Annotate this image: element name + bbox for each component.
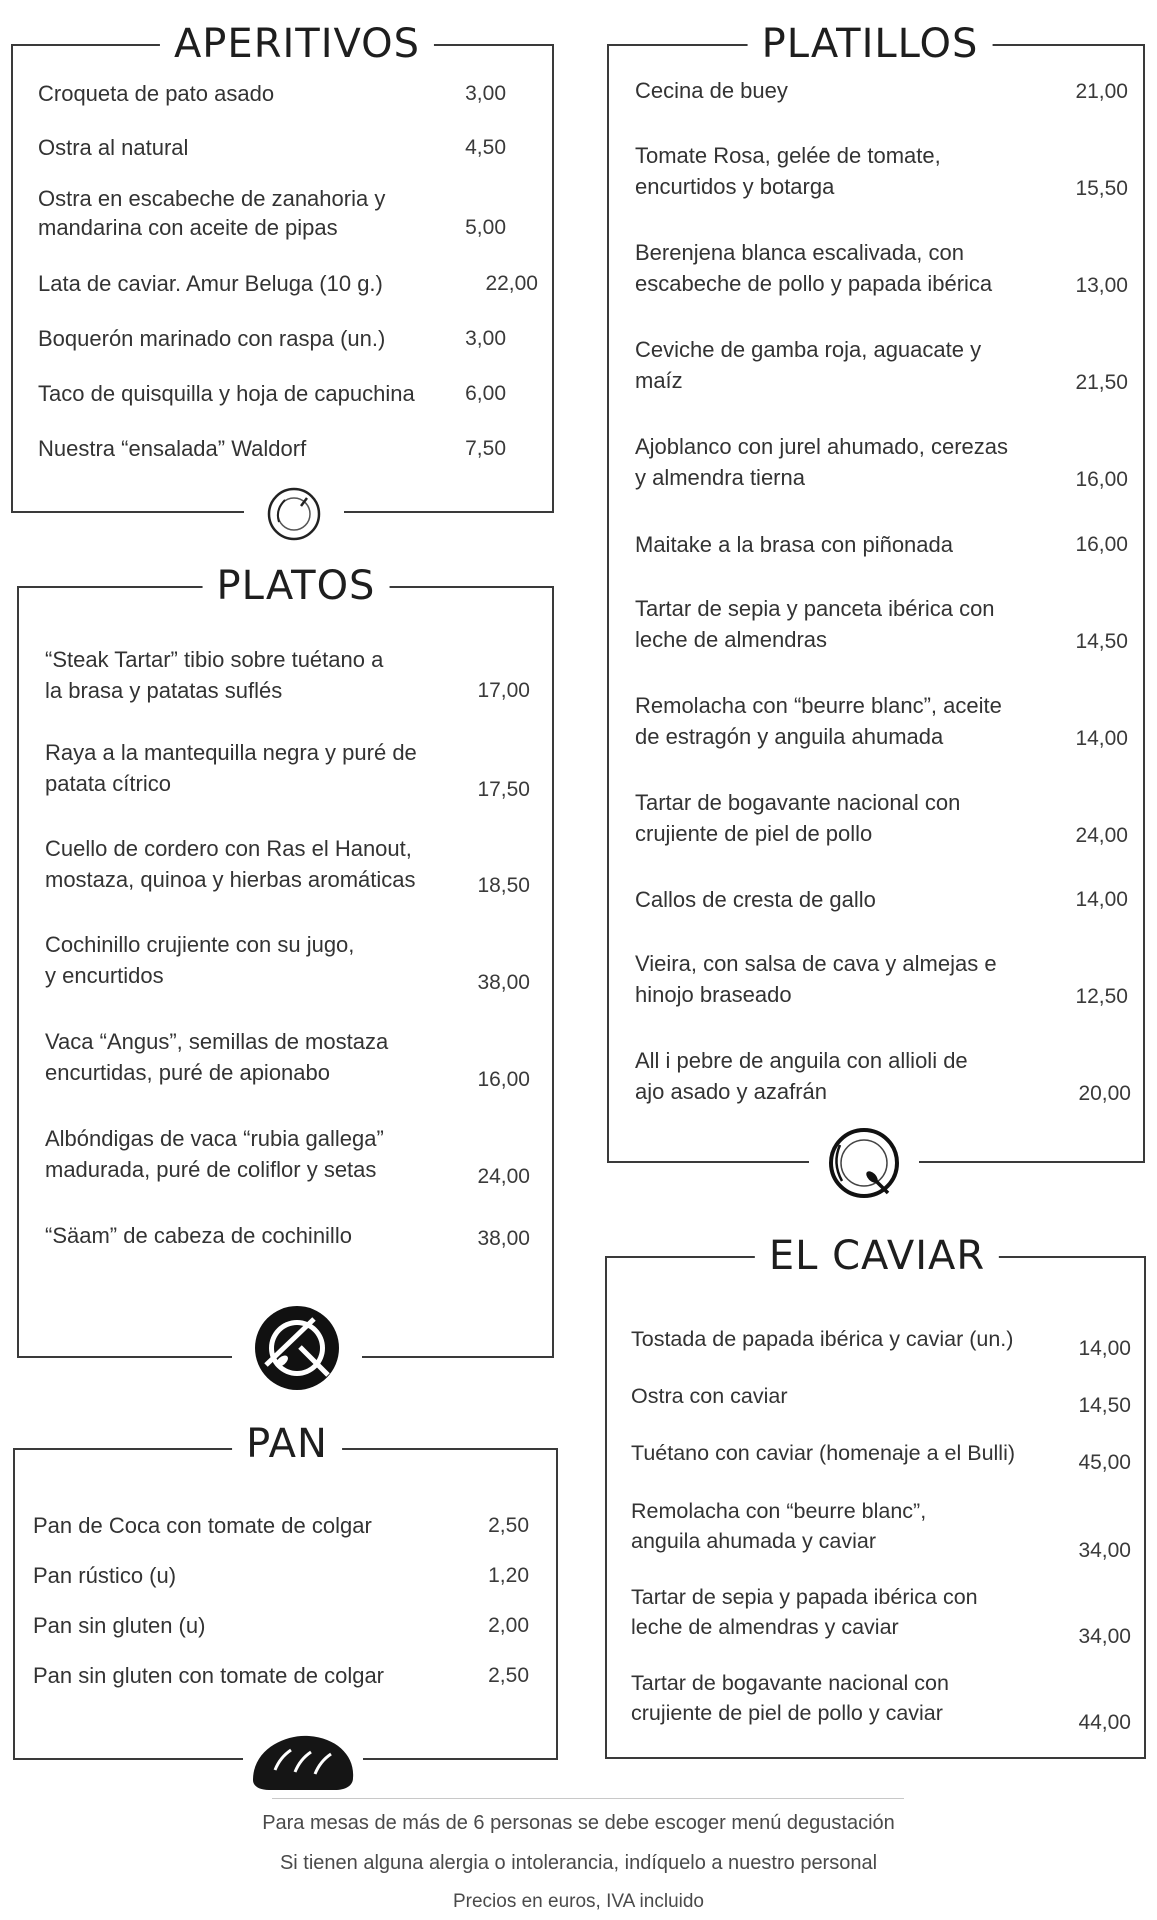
menu-item	[631, 1582, 1131, 1652]
item-price: 38,00	[477, 1227, 530, 1250]
item-name: Nuestra “ensalada” Waldorf	[38, 436, 307, 461]
item-price: 16,00	[1075, 468, 1128, 491]
item-price: 18,50	[477, 874, 530, 897]
section-platillos	[607, 21, 1145, 1163]
item-name: Ajoblanco con jurel ahumado, cerezas y almendra tierna	[635, 434, 1009, 490]
item-name: Raya a la mantequilla negra y puré de patata cítrico	[45, 740, 417, 796]
menu-item	[635, 75, 1128, 107]
section-title: PLATOS	[203, 560, 390, 612]
section-title: EL CAVIAR	[755, 1230, 999, 1282]
menu-item	[38, 78, 538, 110]
menu-item	[45, 1026, 530, 1090]
menu-item	[635, 1045, 1131, 1109]
footer-divider	[272, 1798, 904, 1799]
item-name: Ostra al natural	[38, 135, 189, 160]
item-name: Cuello de cordero con Ras el Hanout, mostaza, quinoa y hierbas aromáticas	[45, 836, 416, 892]
menu-item	[45, 833, 530, 897]
item-name: Cecina de buey	[635, 78, 788, 103]
menu-item	[38, 323, 538, 355]
item-name: Ostra en escabeche de zanahoria y mandarina con aceite de pipas	[38, 186, 386, 240]
item-name: Tostada de papada ibérica y caviar (un.)	[631, 1327, 1014, 1351]
item-name: Tuétano con caviar (homenaje a el Bulli)	[631, 1441, 1016, 1465]
item-price: 17,50	[477, 778, 530, 801]
menu-item	[635, 787, 1128, 851]
menu-item	[45, 644, 530, 708]
plate-icon	[244, 485, 344, 543]
footer-note-prices: Precios en euros, IVA incluido	[452, 1891, 704, 1912]
item-name: Vaca “Angus”, semillas de mostaza encurtidas, puré de apionabo	[45, 1029, 389, 1085]
item-price: 1,20	[488, 1564, 529, 1587]
item-price: 7,50	[465, 437, 506, 460]
item-price: 3,00	[465, 82, 506, 105]
item-price: 21,00	[1075, 80, 1128, 103]
menu-item	[631, 1381, 1131, 1421]
item-name: Remolacha con “beurre blanc”, anguila ahumada y caviar	[631, 1499, 927, 1553]
item-name: Tomate Rosa, gelée de tomate, encurtidos y botarga	[635, 143, 941, 199]
section-aperitivos	[11, 21, 554, 513]
menu-item	[33, 1560, 529, 1592]
item-name: Albóndigas de vaca “rubia gallega” madurada, puré de coliflor y setas	[45, 1126, 384, 1182]
section-pan	[13, 1421, 558, 1760]
item-name: Pan sin gluten (u)	[33, 1613, 206, 1638]
menu-item	[635, 431, 1128, 495]
menu-item	[631, 1668, 1131, 1738]
item-name: Berenjena blanca escalivada, con escabeche de pollo y papada ibérica	[635, 240, 993, 296]
item-name: Tartar de sepia y papada ibérica con leche de almendras y caviar	[631, 1585, 978, 1639]
menu-item	[631, 1324, 1131, 1364]
item-name: Tartar de bogavante nacional con crujiente de piel de pollo y caviar	[631, 1671, 949, 1725]
menu-item	[635, 690, 1128, 754]
item-price: 12,50	[1075, 985, 1128, 1008]
plate-cutlery-icon	[232, 1302, 362, 1394]
item-price: 2,50	[488, 1664, 529, 1687]
menu-item	[635, 140, 1128, 204]
item-name: Tartar de bogavante nacional con crujiente de piel de pollo	[635, 790, 961, 846]
item-price: 17,00	[477, 679, 530, 702]
item-price: 6,00	[465, 382, 506, 405]
item-price: 14,50	[1075, 630, 1128, 653]
item-name: Tartar de sepia y panceta ibérica con leche de almendras	[635, 596, 995, 652]
menu-item	[45, 1123, 530, 1187]
item-name: Cochinillo crujiente con su jugo, y encurtidos	[45, 932, 355, 988]
plate-spoon-icon	[809, 1125, 919, 1201]
item-name: Pan de Coca con tomate de colgar	[33, 1513, 372, 1538]
item-price: 14,00	[1075, 888, 1128, 911]
item-price: 38,00	[477, 971, 530, 994]
item-price: 24,00	[477, 1165, 530, 1188]
item-price: 21,50	[1075, 371, 1128, 394]
item-name: “Säam” de cabeza de cochinillo	[45, 1223, 352, 1248]
item-price: 2,50	[488, 1514, 529, 1537]
menu-item	[635, 529, 1128, 561]
item-name: Croqueta de pato asado	[38, 81, 275, 106]
item-price: 14,00	[1078, 1337, 1131, 1360]
menu-item	[33, 1610, 529, 1642]
item-name: Boquerón marinado con raspa (un.)	[38, 326, 386, 351]
item-price: 5,00	[465, 216, 506, 239]
item-price: 14,00	[1075, 727, 1128, 750]
item-price: 3,00	[465, 327, 506, 350]
menu-item	[33, 1660, 529, 1692]
item-price: 2,00	[488, 1614, 529, 1637]
menu-item	[38, 268, 538, 300]
bread-icon	[243, 1712, 363, 1812]
menu-item	[38, 378, 538, 410]
menu-item	[635, 593, 1128, 657]
item-price: 16,00	[477, 1068, 530, 1091]
menu-item	[635, 948, 1128, 1012]
item-name: Callos de cresta de gallo	[635, 887, 876, 912]
menu-item	[45, 737, 530, 801]
section-title: APERITIVOS	[160, 18, 434, 70]
footer-note-group-size: Para mesas de más de 6 personas se debe escoger menú degustación	[262, 1812, 895, 1834]
menu-item	[38, 132, 538, 164]
section-caviar	[605, 1233, 1146, 1759]
menu-item	[631, 1496, 1131, 1566]
item-name: All i pebre de anguila con allioli de ajo asado y azafrán	[635, 1048, 968, 1104]
menu-item	[635, 237, 1128, 301]
item-price: 22,00	[485, 272, 538, 295]
footer-note-allergy: Si tienen alguna alergia o intolerancia, indíquelo a nuestro personal	[279, 1852, 878, 1874]
menu-item	[635, 334, 1128, 398]
item-name: Pan rústico (u)	[33, 1563, 177, 1588]
item-price: 34,00	[1078, 1625, 1131, 1648]
menu-item	[38, 184, 538, 246]
menu-item	[45, 929, 530, 993]
menu-item	[33, 1510, 529, 1542]
item-price: 16,00	[1075, 533, 1128, 556]
item-name: “Steak Tartar” tibio sobre tuétano a la brasa y patatas suflés	[45, 647, 384, 703]
section-platos	[17, 563, 554, 1358]
item-price: 13,00	[1075, 274, 1128, 297]
item-name: Ostra con caviar	[631, 1384, 788, 1408]
item-name: Remolacha con “beurre blanc”, aceite de estragón y anguila ahumada	[635, 693, 1002, 749]
item-price: 44,00	[1078, 1711, 1131, 1734]
menu-item	[631, 1438, 1131, 1478]
menu-item	[635, 884, 1128, 916]
item-name: Pan sin gluten con tomate de colgar	[33, 1663, 385, 1688]
item-price: 14,50	[1078, 1394, 1131, 1417]
item-name: Vieira, con salsa de cava y almejas e hinojo braseado	[635, 951, 997, 1007]
item-name: Lata de caviar. Amur Beluga (10 g.)	[38, 271, 383, 296]
item-price: 34,00	[1078, 1539, 1131, 1562]
section-title: PAN	[232, 1418, 342, 1470]
menu-item	[45, 1220, 530, 1252]
menu-item	[38, 433, 538, 465]
item-price: 20,00	[1078, 1082, 1131, 1105]
item-price: 4,50	[465, 136, 506, 159]
item-price: 45,00	[1078, 1451, 1131, 1474]
item-price: 15,50	[1075, 177, 1128, 200]
item-price: 24,00	[1075, 824, 1128, 847]
item-name: Maitake a la brasa con piñonada	[635, 532, 953, 557]
item-name: Ceviche de gamba roja, aguacate y maíz	[635, 337, 982, 393]
section-title: PLATILLOS	[748, 18, 993, 70]
item-name: Taco de quisquilla y hoja de capuchina	[38, 381, 415, 406]
